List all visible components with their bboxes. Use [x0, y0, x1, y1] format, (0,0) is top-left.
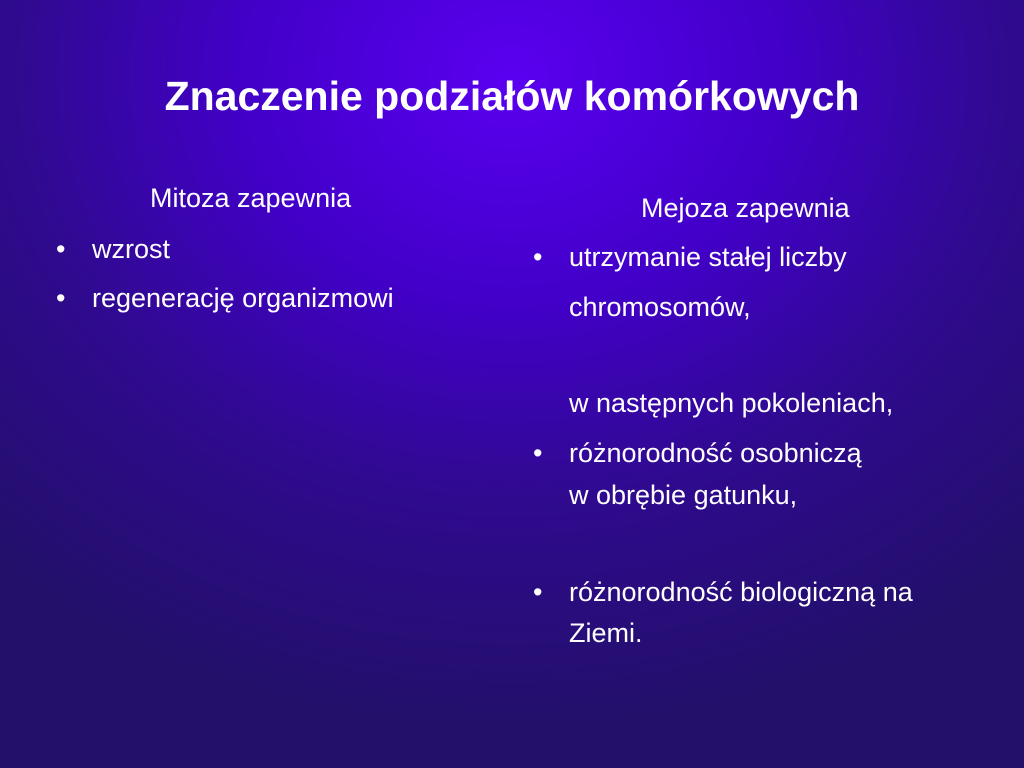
bullet-marker: • — [56, 234, 66, 264]
right-item-chromosomes-line-1: utrzymanie stałej liczby — [569, 242, 847, 272]
bullet-marker: • — [533, 438, 543, 468]
left-item-regeneration: regenerację organizmowi — [92, 283, 394, 313]
left-column-heading: Mitoza zapewnia — [150, 183, 352, 213]
slide-title: Znaczenie podziałów komórkowych — [164, 73, 860, 119]
right-item-chromosomes-line-3: w następnych pokoleniach, — [569, 388, 894, 418]
bullet-marker: • — [56, 283, 66, 313]
right-column-heading: Mejoza zapewnia — [641, 193, 850, 223]
right-item-biodiversity-line-1: różnorodność biologiczną na — [569, 577, 913, 607]
bullet-marker: • — [533, 577, 543, 607]
right-item-chromosomes-line-2: chromosomów, — [569, 292, 751, 322]
right-item-individual-diversity-line-1: różnorodność osobniczą — [569, 438, 862, 468]
left-item-growth: wzrost — [92, 234, 171, 264]
bullet-marker: • — [533, 242, 543, 272]
right-item-biodiversity-line-2: Ziemi. — [569, 618, 643, 648]
right-item-individual-diversity-line-2: w obrębie gatunku, — [569, 480, 798, 510]
